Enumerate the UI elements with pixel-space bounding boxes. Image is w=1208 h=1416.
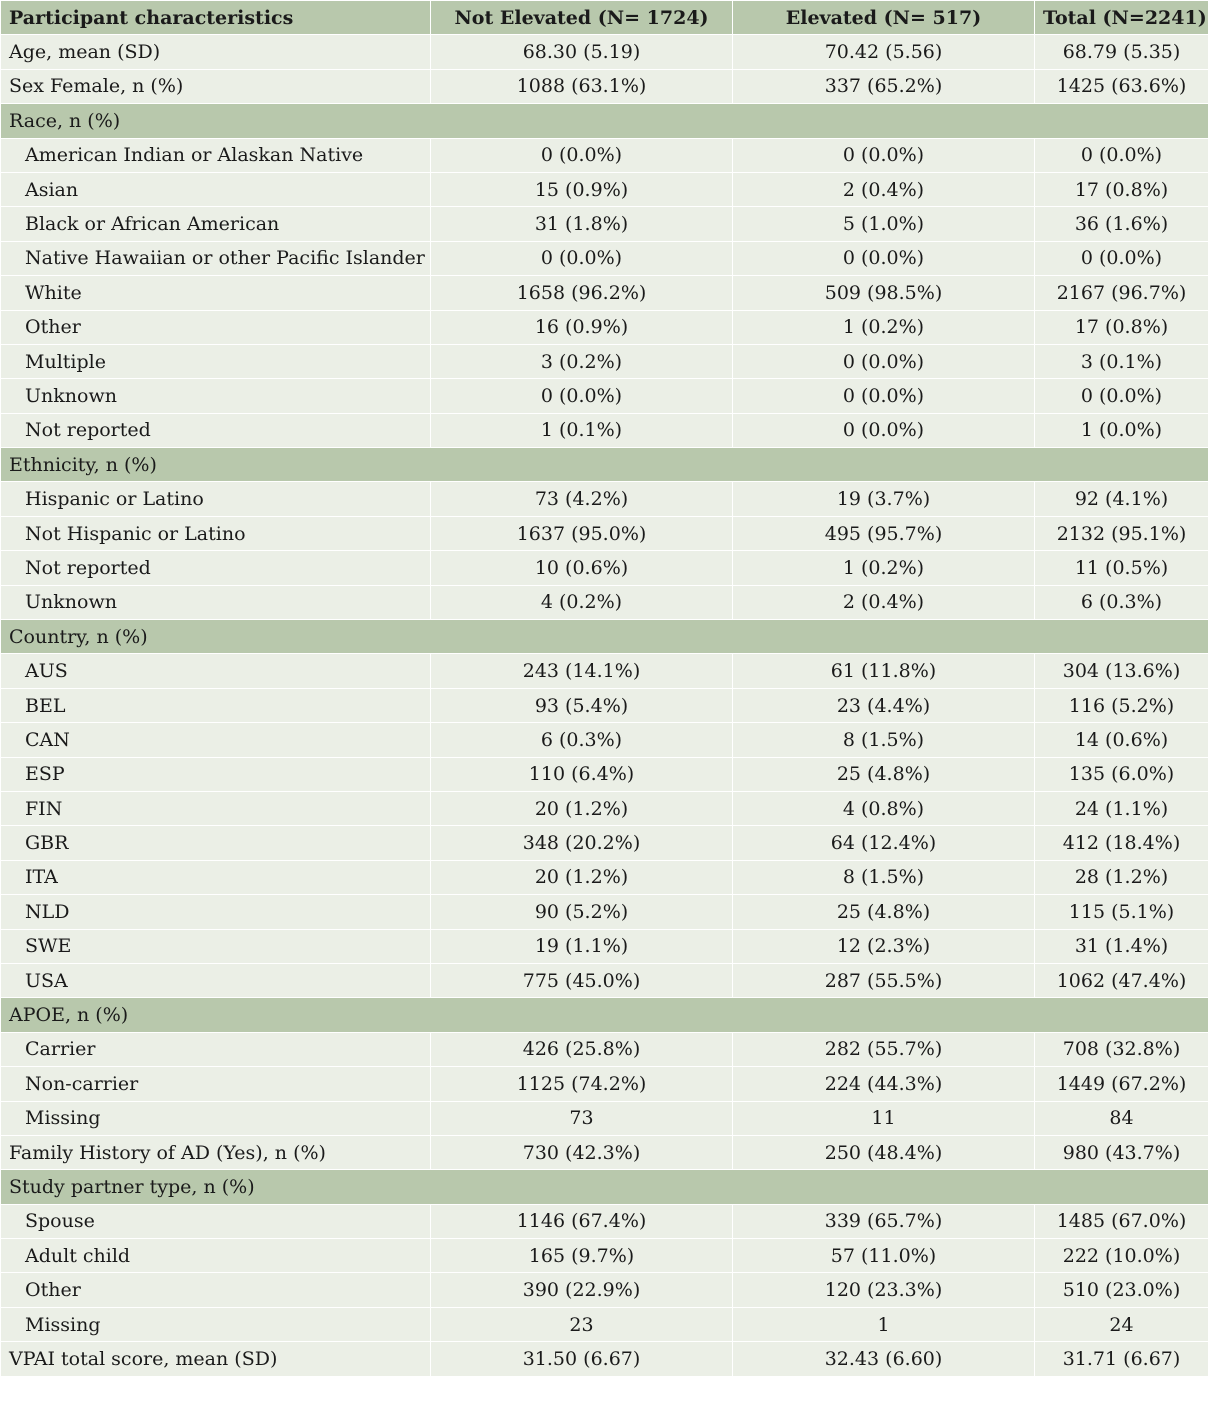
not-elevated-cell: 1146 (67.4%) [431,1204,733,1238]
not-elevated-cell: 90 (5.2%) [431,895,733,929]
total-cell: 68.79 (5.35) [1035,35,1208,69]
row-label: NLD [1,895,431,929]
table-row [1,860,1208,894]
row-label: USA [1,963,431,997]
elevated-cell: 0 (0.0%) [733,241,1035,275]
total-cell: 116 (5.2%) [1035,688,1208,722]
row-label: BEL [1,688,431,722]
not-elevated-cell: 775 (45.0%) [431,963,733,997]
elevated-cell: 4 (0.8%) [733,791,1035,825]
not-elevated-cell: 1637 (95.0%) [431,516,733,550]
total-cell: 708 (32.8%) [1035,1032,1208,1066]
elevated-cell: 250 (48.4%) [733,1135,1035,1169]
elevated-cell: 2 (0.4%) [733,585,1035,619]
table-row [1,1307,1208,1341]
elevated-cell: 2 (0.4%) [733,172,1035,206]
table-row [1,344,1208,378]
not-elevated-cell: 23 [431,1307,733,1341]
total-cell: 0 (0.0%) [1035,379,1208,413]
table-row [1,963,1208,997]
row-label: Unknown [1,585,431,619]
row-label: Not reported [1,551,431,585]
elevated-cell: 11 [733,1101,1035,1135]
elevated-cell: 57 (11.0%) [733,1239,1035,1273]
total-cell: 1 (0.0%) [1035,413,1208,447]
total-cell: 3 (0.1%) [1035,344,1208,378]
elevated-cell: 8 (1.5%) [733,860,1035,894]
table-row [1,1101,1208,1135]
not-elevated-cell: 243 (14.1%) [431,654,733,688]
table-row [1,413,1208,447]
not-elevated-cell: 73 [431,1101,733,1135]
row-label: Not Hispanic or Latino [1,516,431,550]
elevated-cell: 0 (0.0%) [733,379,1035,413]
elevated-cell: 70.42 (5.56) [733,35,1035,69]
row-label: Adult child [1,1239,431,1273]
section-row [1,448,1208,482]
total-cell: 222 (10.0%) [1035,1239,1208,1273]
not-elevated-cell: 110 (6.4%) [431,757,733,791]
section-label: Study partner type, n (%) [1,1170,1208,1204]
total-cell: 28 (1.2%) [1035,860,1208,894]
elevated-cell: 339 (65.7%) [733,1204,1035,1238]
row-label: Family History of AD (Yes), n (%) [1,1135,431,1169]
not-elevated-cell: 1658 (96.2%) [431,276,733,310]
table-row [1,757,1208,791]
total-cell: 115 (5.1%) [1035,895,1208,929]
table-row [1,929,1208,963]
not-elevated-cell: 348 (20.2%) [431,826,733,860]
table-row [1,69,1208,103]
row-label: SWE [1,929,431,963]
total-cell: 304 (13.6%) [1035,654,1208,688]
table-row [1,688,1208,722]
table-row [1,654,1208,688]
total-cell: 135 (6.0%) [1035,757,1208,791]
not-elevated-cell: 0 (0.0%) [431,379,733,413]
elevated-cell: 495 (95.7%) [733,516,1035,550]
total-cell: 412 (18.4%) [1035,826,1208,860]
section-row [1,104,1208,138]
total-cell: 11 (0.5%) [1035,551,1208,585]
elevated-cell: 1 (0.2%) [733,310,1035,344]
row-label: Age, mean (SD) [1,35,431,69]
row-label: Spouse [1,1204,431,1238]
total-cell: 1449 (67.2%) [1035,1067,1208,1101]
total-cell: 2167 (96.7%) [1035,276,1208,310]
elevated-cell: 224 (44.3%) [733,1067,1035,1101]
total-cell: 510 (23.0%) [1035,1273,1208,1307]
row-label: Multiple [1,344,431,378]
row-label: Hispanic or Latino [1,482,431,516]
table-row [1,516,1208,550]
elevated-cell: 1 (0.2%) [733,551,1035,585]
elevated-cell: 25 (4.8%) [733,895,1035,929]
total-cell: 36 (1.6%) [1035,207,1208,241]
not-elevated-cell: 426 (25.8%) [431,1032,733,1066]
row-label: Black or African American [1,207,431,241]
row-label: Sex Female, n (%) [1,69,431,103]
row-label: Asian [1,172,431,206]
table-row [1,138,1208,172]
table-row [1,482,1208,516]
section-label: APOE, n (%) [1,998,1208,1032]
row-label: American Indian or Alaskan Native [1,138,431,172]
total-cell: 84 [1035,1101,1208,1135]
total-cell: 31 (1.4%) [1035,929,1208,963]
elevated-cell: 287 (55.5%) [733,963,1035,997]
row-label: GBR [1,826,431,860]
elevated-cell: 12 (2.3%) [733,929,1035,963]
elevated-cell: 1 [733,1307,1035,1341]
elevated-cell: 23 (4.4%) [733,688,1035,722]
table-row [1,1067,1208,1101]
header-row [1,1,1208,35]
elevated-cell: 5 (1.0%) [733,207,1035,241]
table-row [1,1135,1208,1169]
table-row [1,1273,1208,1307]
not-elevated-cell: 73 (4.2%) [431,482,733,516]
not-elevated-cell: 19 (1.1%) [431,929,733,963]
row-label: FIN [1,791,431,825]
elevated-cell: 509 (98.5%) [733,276,1035,310]
elevated-cell: 0 (0.0%) [733,138,1035,172]
table-row [1,172,1208,206]
section-label: Country, n (%) [1,620,1208,654]
table-row [1,379,1208,413]
elevated-cell: 120 (23.3%) [733,1273,1035,1307]
elevated-cell: 32.43 (6.60) [733,1342,1035,1376]
not-elevated-cell: 31.50 (6.67) [431,1342,733,1376]
row-label: Non-carrier [1,1067,431,1101]
row-label: Unknown [1,379,431,413]
total-cell: 2132 (95.1%) [1035,516,1208,550]
row-label: Native Hawaiian or other Pacific Islander [1,241,431,275]
table-row [1,1342,1208,1376]
not-elevated-cell: 4 (0.2%) [431,585,733,619]
total-cell: 1425 (63.6%) [1035,69,1208,103]
not-elevated-cell: 68.30 (5.19) [431,35,733,69]
section-row [1,620,1208,654]
elevated-cell: 337 (65.2%) [733,69,1035,103]
total-cell: 24 [1035,1307,1208,1341]
elevated-cell: 25 (4.8%) [733,757,1035,791]
table-row [1,1032,1208,1066]
not-elevated-cell: 20 (1.2%) [431,860,733,894]
not-elevated-cell: 165 (9.7%) [431,1239,733,1273]
row-label: Other [1,1273,431,1307]
not-elevated-cell: 1 (0.1%) [431,413,733,447]
row-label: ESP [1,757,431,791]
elevated-cell: 282 (55.7%) [733,1032,1035,1066]
section-row [1,1170,1208,1204]
table-header [1,1,1208,35]
not-elevated-cell: 390 (22.9%) [431,1273,733,1307]
table-row [1,895,1208,929]
table-row [1,310,1208,344]
total-cell: 1062 (47.4%) [1035,963,1208,997]
table-row [1,723,1208,757]
row-label: CAN [1,723,431,757]
total-cell: 92 (4.1%) [1035,482,1208,516]
section-label: Race, n (%) [1,104,1208,138]
total-cell: 14 (0.6%) [1035,723,1208,757]
table-body [1,35,1208,1376]
table-row [1,35,1208,69]
not-elevated-cell: 16 (0.9%) [431,310,733,344]
not-elevated-cell: 730 (42.3%) [431,1135,733,1169]
total-cell: 17 (0.8%) [1035,172,1208,206]
table-row [1,551,1208,585]
table-row [1,1239,1208,1273]
not-elevated-cell: 31 (1.8%) [431,207,733,241]
total-cell: 6 (0.3%) [1035,585,1208,619]
table-row [1,791,1208,825]
row-label: Carrier [1,1032,431,1066]
table-row [1,241,1208,275]
header-not-elevated: Not Elevated (N= 1724) [431,1,733,35]
not-elevated-cell: 93 (5.4%) [431,688,733,722]
not-elevated-cell: 20 (1.2%) [431,791,733,825]
table-row [1,585,1208,619]
section-row [1,998,1208,1032]
elevated-cell: 64 (12.4%) [733,826,1035,860]
row-label: White [1,276,431,310]
row-label: Missing [1,1101,431,1135]
not-elevated-cell: 0 (0.0%) [431,138,733,172]
row-label: Missing [1,1307,431,1341]
total-cell: 0 (0.0%) [1035,138,1208,172]
not-elevated-cell: 10 (0.6%) [431,551,733,585]
total-cell: 17 (0.8%) [1035,310,1208,344]
elevated-cell: 0 (0.0%) [733,413,1035,447]
section-label: Ethnicity, n (%) [1,448,1208,482]
elevated-cell: 8 (1.5%) [733,723,1035,757]
not-elevated-cell: 1088 (63.1%) [431,69,733,103]
header-elevated: Elevated (N= 517) [733,1,1035,35]
not-elevated-cell: 1125 (74.2%) [431,1067,733,1101]
total-cell: 980 (43.7%) [1035,1135,1208,1169]
table-row [1,1204,1208,1238]
total-cell: 24 (1.1%) [1035,791,1208,825]
row-label: AUS [1,654,431,688]
row-label: VPAI total score, mean (SD) [1,1342,431,1376]
table-row [1,276,1208,310]
header-participant-characteristics: Participant characteristics [1,1,431,35]
row-label: ITA [1,860,431,894]
elevated-cell: 0 (0.0%) [733,344,1035,378]
row-label: Not reported [1,413,431,447]
not-elevated-cell: 15 (0.9%) [431,172,733,206]
not-elevated-cell: 0 (0.0%) [431,241,733,275]
row-label: Other [1,310,431,344]
total-cell: 1485 (67.0%) [1035,1204,1208,1238]
table-row [1,207,1208,241]
not-elevated-cell: 6 (0.3%) [431,723,733,757]
elevated-cell: 19 (3.7%) [733,482,1035,516]
header-total: Total (N=2241) [1035,1,1208,35]
elevated-cell: 61 (11.8%) [733,654,1035,688]
total-cell: 0 (0.0%) [1035,241,1208,275]
not-elevated-cell: 3 (0.2%) [431,344,733,378]
total-cell: 31.71 (6.67) [1035,1342,1208,1376]
table-row [1,826,1208,860]
